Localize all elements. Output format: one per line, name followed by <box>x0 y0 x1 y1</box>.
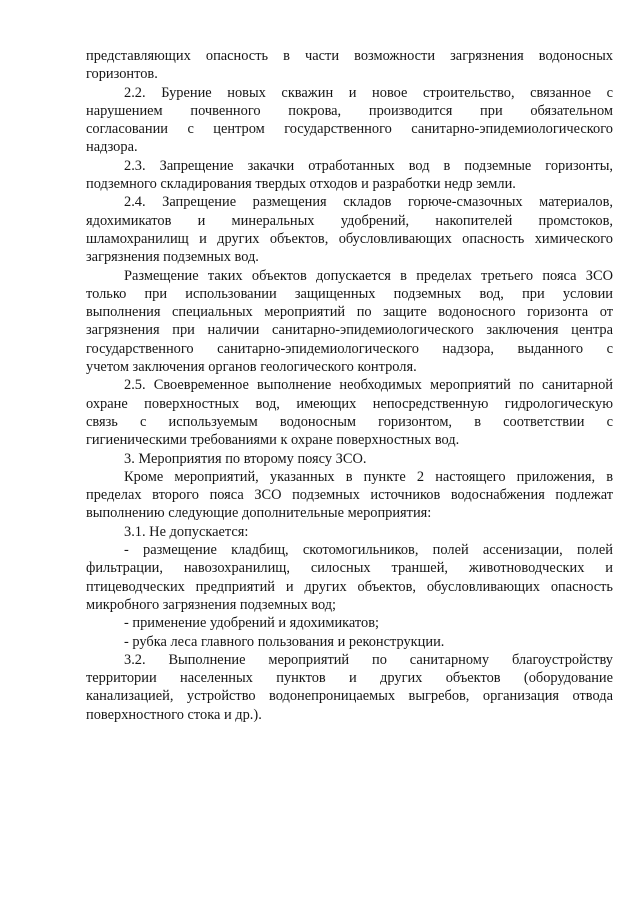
text-line: согласовании с центром государственного санитарно-эпидемиологического <box>86 121 613 138</box>
text-line: загрязнения подземных вод. <box>86 249 259 266</box>
text-line: подземного складирования твердых отходов и разработки недр земли. <box>86 176 516 193</box>
text-line: птицеводческих предприятий и других объектов, обусловливающих опасность <box>86 578 613 595</box>
paragraph-bullet-3 <box>86 633 613 651</box>
text-line: ядохимикатов и минеральных удобрений, накопителей промстоков, <box>86 212 613 229</box>
text-line: - размещение кладбищ, скотомогильников, полей ассенизации, полей <box>124 542 613 559</box>
paragraph-besides <box>86 468 613 523</box>
paragraph-placement <box>86 267 613 377</box>
text-line: территории населенных пунктов и других объектов (оборудование <box>86 670 613 687</box>
text-line: 3.1. Не допускается: <box>124 523 249 540</box>
text-line: - применение удобрений и ядохимикатов; <box>124 615 380 632</box>
text-line: государственного санитарно-эпидемиологического надзора, выданного с <box>86 340 613 357</box>
text-line: канализацией, устройство водонепроницаемых выгребов, организация отвода <box>86 688 613 705</box>
text-line: учетом заключения органов геологического контроля. <box>86 359 417 376</box>
text-line: шламохранилищ и других объектов, обусловливающих опасность химического <box>86 230 613 247</box>
text-line: поверхностного стока и др.). <box>86 706 262 723</box>
text-line: 3.2. Выполнение мероприятий по санитарному благоустройству <box>124 651 613 668</box>
text-line: выполнению следующие дополнительные мероприятия: <box>86 505 432 522</box>
text-line: - рубка леса главного пользования и реконструкции. <box>124 633 445 650</box>
paragraph-3-1 <box>86 523 613 541</box>
text-line: 3. Мероприятия по второму поясу ЗСО. <box>124 450 367 467</box>
text-line: фильтрации, навозохранилищ, силосных траншей, животноводческих и <box>86 560 613 577</box>
text-line: микробного загрязнения подземных вод; <box>86 596 337 613</box>
text-line: Размещение таких объектов допускается в пределах третьего пояса ЗСО <box>124 267 613 284</box>
text-line: 2.2. Бурение новых скважин и новое строительство, связанное с <box>124 84 613 101</box>
paragraph-3 <box>86 450 613 468</box>
text-line: загрязнения при наличии санитарно-эпидемиологического заключения центра <box>86 322 613 339</box>
paragraph-2-2 <box>86 84 613 157</box>
text-line: надзора. <box>86 139 138 156</box>
paragraph-3-2 <box>86 651 613 724</box>
paragraph-2-5 <box>86 376 613 449</box>
text-line: гигиеническими требованиями к охране поверхностных вод. <box>86 432 460 449</box>
paragraph-bullet-2 <box>86 614 613 632</box>
text-line: пределах второго пояса ЗСО подземных источников водоснабжения подлежат <box>86 487 613 504</box>
text-line: Кроме мероприятий, указанных в пункте 2 настоящего приложения, в <box>124 468 613 485</box>
paragraph-2-4 <box>86 193 613 266</box>
text-line: 2.4. Запрещение размещения складов горюче-смазочных материалов, <box>124 194 613 211</box>
text-line: только при использовании защищенных подземных вод, при условии <box>86 285 613 302</box>
text-line: 2.3. Запрещение закачки отработанных вод в подземные горизонты, <box>124 157 613 174</box>
document-body <box>86 47 613 724</box>
paragraph-2-3 <box>86 157 613 194</box>
paragraph-continuation <box>86 47 613 84</box>
text-line: выполнения специальных мероприятий по защите водоносного горизонта от <box>86 304 613 321</box>
text-line: нарушением почвенного покрова, производится при обязательном <box>86 102 613 119</box>
paragraph-bullet-1 <box>86 541 613 614</box>
text-line: представляющих опасность в части возможности загрязнения водоносных <box>86 48 613 64</box>
text-line: связь с используемым водоносным горизонтом, в соответствии с <box>86 413 613 430</box>
text-line: охране поверхностных вод, имеющих непосредственную гидрологическую <box>86 395 613 412</box>
text-line: горизонтов. <box>86 66 158 83</box>
text-line: 2.5. Своевременное выполнение необходимых мероприятий по санитарной <box>124 377 613 394</box>
